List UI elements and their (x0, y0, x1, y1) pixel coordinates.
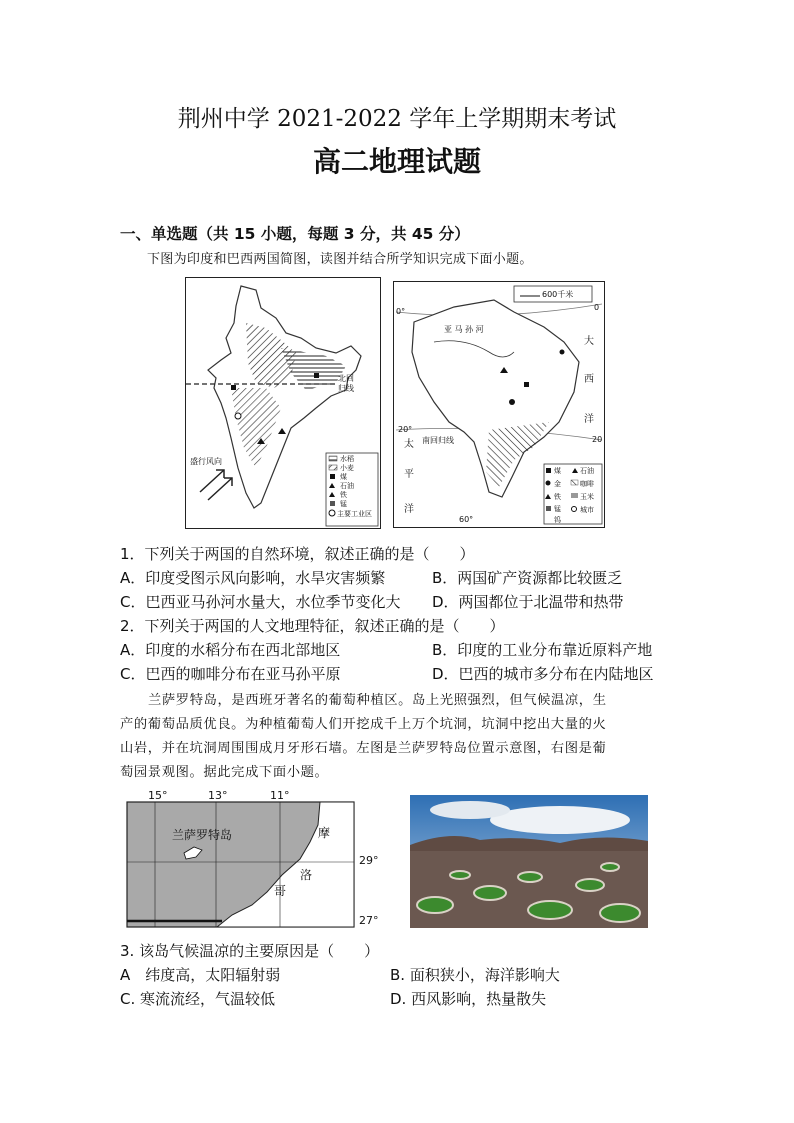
q3-option-c: C. 寒流流经，气温较低 (120, 990, 276, 1008)
q3-option-b: B. 面积狭小，海洋影响大 (390, 966, 560, 984)
legend-gold: 金 (554, 480, 561, 488)
exam-title: 荆州中学 2021-2022 学年上学期期末考试 (177, 106, 617, 132)
legend-industrial: 主要工业区 (337, 510, 372, 518)
lon-60-label: 60° (459, 515, 474, 524)
q3-option-a: A 纬度高，太阳辐射弱 (120, 966, 281, 984)
pacific-char-3: 洋 (404, 504, 414, 515)
q2-option-d: D．巴西的城市多分布在内陆地区 (432, 665, 654, 683)
subject-title: 高二地理试题 (312, 145, 481, 178)
legend-city: 城市 (580, 506, 594, 514)
section-heading: 一、单选题（共 15 小题，每题 3 分，共 45 分） (120, 225, 470, 243)
country-char-2: 洛 (300, 868, 313, 882)
legend-coal: 煤 (554, 467, 561, 475)
passage-line-3: 山岩，并在坑洞周围围成月牙形石墙。左图是兰萨罗特岛位置示意图，右图是葡 (120, 741, 607, 756)
legend-wheat: 小麦 (340, 464, 354, 472)
passage-line-4: 萄园景观图。据此完成下面小题。 (120, 765, 329, 780)
legend-rice: 水稻 (340, 455, 354, 463)
tropic-label: 南回归线 (422, 436, 454, 445)
ocean-char-2: 西 (584, 374, 594, 385)
brazil-map (393, 281, 605, 528)
vineyard-photo (410, 795, 648, 928)
passage-line-1: 兰萨罗特岛，是西班牙著名的葡萄种植区。岛上光照强烈，但气候温凉，生 (148, 693, 607, 708)
q1-stem: 1．下列关于两国的自然环境，叙述正确的是（ ） (120, 545, 475, 563)
tropic-label-1: 北回 (338, 374, 354, 383)
vineyard-photo-drawing (410, 795, 648, 928)
tropic-label-2: 归线 (338, 384, 354, 393)
ocean-char-1: 大 (584, 336, 594, 347)
lon-15: 15° (148, 789, 168, 802)
legend-manganese: 锰 (340, 500, 347, 508)
q2-stem: 2．下列关于两国的人文地理特征，叙述正确的是（ ） (120, 617, 505, 635)
india-map (185, 277, 381, 529)
lat-27: 27° (359, 914, 379, 927)
q3-stem: 3. 该岛气候温凉的主要原因是（ ） (120, 942, 380, 960)
wind-label: 盛行风向 (190, 457, 222, 466)
q1-option-c: C．巴西亚马孙河水量大，水位季节变化大 (120, 593, 401, 611)
country-char-1: 摩 (318, 826, 331, 840)
legend-oil: 石油 (340, 482, 354, 490)
zero-right-label: 0 (594, 303, 600, 312)
legend-corn: 玉米 (580, 493, 594, 501)
island-name: 兰萨罗特岛 (172, 828, 233, 842)
section-intro: 下图为印度和巴西两国简图，读图并结合所学知识完成下面小题。 (147, 252, 533, 267)
country-char-3: 哥 (274, 884, 287, 898)
legend-coffee: 咖啡 (580, 480, 594, 488)
passage-line-2: 产的葡萄品质优良。为种植葡萄人们开挖成千上万个坑洞，坑洞中挖出大量的火 (120, 717, 607, 732)
q1-option-b: B．两国矿产资源都比较匮乏 (432, 569, 623, 587)
lat-20-right: 20 (592, 435, 603, 444)
lat-20-left: 20° (398, 425, 413, 434)
lon-11: 11° (270, 789, 290, 802)
legend-tungsten: 钨 (554, 516, 561, 524)
legend-oil: 石油 (580, 467, 594, 475)
lon-13: 13° (208, 789, 228, 802)
scale-label: 600千米 (542, 290, 574, 299)
q3-option-d: D. 西风影响，热量散失 (390, 990, 547, 1008)
india-map-drawing (186, 278, 380, 528)
q1-option-a: A．印度受图示风向影响，水旱灾害频繁 (120, 569, 386, 587)
q2-option-c: C．巴西的咖啡分布在亚马孙平原 (120, 665, 341, 683)
q2-option-a: A．印度的水稻分布在西北部地区 (120, 641, 341, 659)
island-map-drawing (122, 787, 382, 932)
legend-coal: 煤 (340, 473, 347, 481)
legend-iron: 铁 (554, 493, 561, 501)
lat-29: 29° (359, 854, 379, 867)
island-map (122, 787, 382, 932)
q2-option-b: B．印度的工业分布靠近原料产地 (432, 641, 653, 659)
zero-left-label: 0° (396, 307, 406, 316)
wind-arrows (200, 470, 232, 500)
ocean-char-3: 洋 (584, 414, 594, 425)
legend-manganese: 锰 (554, 505, 561, 513)
pacific-char-1: 太 (404, 439, 414, 450)
brazil-map-drawing (394, 282, 604, 527)
pacific-char-2: 平 (404, 469, 414, 480)
legend-iron: 铁 (340, 491, 347, 499)
q1-option-d: D．两国都位于北温带和热带 (432, 593, 624, 611)
river-label: 亚 马 孙 河 (444, 325, 484, 334)
